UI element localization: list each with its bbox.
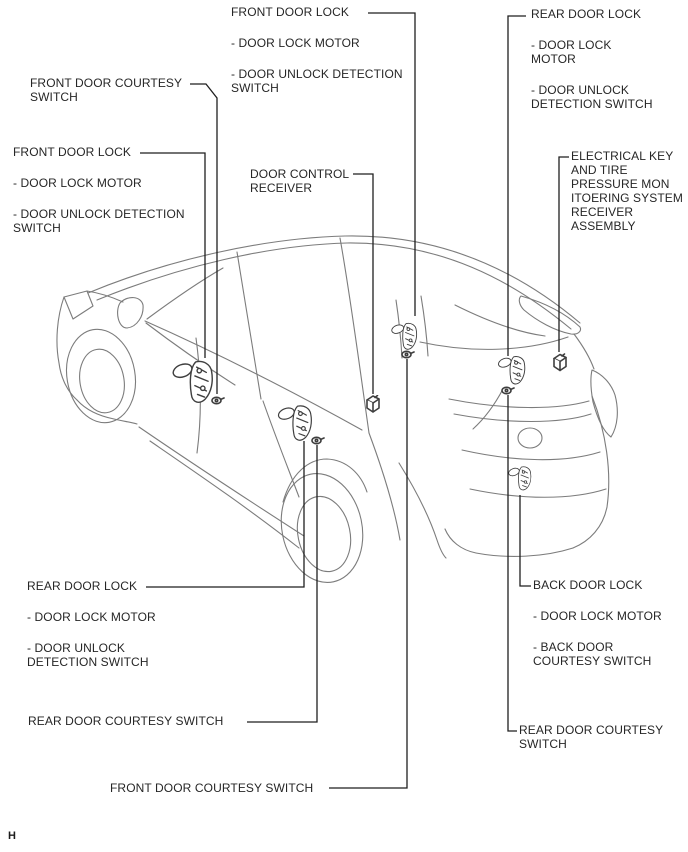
label-rear-door-lock-top	[531, 7, 657, 111]
rear-door-lock-actuator-far	[497, 357, 525, 384]
label-front-door-courtesy-switch-left	[30, 76, 195, 104]
label-item: - DOOR UNLOCK DETECTION SWITCH	[531, 83, 653, 111]
label-item: - DOOR LOCK MOTOR	[231, 36, 360, 50]
label-front-door-lock-left	[13, 145, 203, 235]
label-line: ELECTRICAL KEY	[571, 149, 674, 163]
label-item: - DOOR LOCK MOTOR	[531, 38, 612, 66]
label-item: - DOOR UNLOCK DETECTION SWITCH	[13, 207, 185, 235]
leader-door-control-receiver	[353, 174, 373, 394]
label-title: FRONT DOOR LOCK	[231, 5, 349, 19]
label-electrical-key-receiver	[571, 149, 683, 233]
back-door-lock-actuator	[508, 467, 531, 490]
label-item: - DOOR UNLOCK DETECTION SWITCH	[231, 67, 403, 95]
label-title: REAR DOOR COURTESY SWITCH	[519, 723, 664, 751]
label-title: FRONT DOOR COURTESY SWITCH	[110, 781, 314, 795]
label-title: REAR DOOR LOCK	[27, 579, 138, 593]
rear-door-courtesy-switch-far	[502, 387, 514, 393]
leader-rear-door-courtesy-switch-right	[508, 395, 517, 731]
label-back-door-lock	[533, 578, 665, 668]
label-line: ASSEMBLY	[571, 219, 636, 233]
electrical-key-receiver-unit	[554, 354, 566, 371]
door-control-receiver-unit	[367, 396, 379, 413]
front-door-lock-actuator-far	[391, 323, 417, 349]
label-title: BACK DOOR LOCK	[533, 578, 643, 592]
leader-rear-door-lock-top	[508, 16, 526, 356]
leader-rear-door-courtesy-switch-left	[247, 445, 317, 722]
rear-door-lock-actuator-near	[277, 406, 311, 440]
label-front-door-courtesy-switch-bottom	[110, 781, 313, 795]
label-rear-door-courtesy-switch-right	[519, 723, 677, 751]
label-line: AND TIRE	[571, 163, 628, 177]
label-title: REAR DOOR LOCK	[531, 7, 642, 21]
label-item: - BACK DOOR COURTESY SWITCH	[533, 640, 652, 668]
label-front-door-lock-top	[231, 5, 416, 95]
label-item: - DOOR LOCK MOTOR	[27, 610, 156, 624]
label-item: - DOOR LOCK MOTOR	[13, 176, 142, 190]
label-title: FRONT DOOR LOCK	[13, 145, 131, 159]
label-rear-door-courtesy-switch-left	[28, 714, 223, 728]
label-title: DOOR CONTROL RECEIVER	[250, 167, 349, 195]
leader-back-door-lock	[520, 495, 531, 586]
label-item: - DOOR LOCK MOTOR	[533, 609, 662, 623]
label-rear-door-lock-bottom	[27, 579, 159, 669]
label-line: RECEIVER	[571, 205, 634, 219]
front-door-courtesy-switch-near	[212, 397, 224, 403]
label-line: ITOERING SYSTEM	[571, 191, 683, 205]
label-title: REAR DOOR COURTESY SWITCH	[28, 714, 224, 728]
figure-marker: H	[8, 830, 16, 842]
leader-rear-door-lock-bottom	[146, 441, 304, 587]
rear-door-courtesy-switch-near	[312, 437, 324, 443]
car-body-outline	[57, 236, 617, 590]
label-door-control-receiver	[250, 167, 360, 195]
front-door-courtesy-switch-far	[402, 351, 414, 357]
label-line: PRESSURE MON	[571, 177, 670, 191]
front-door-lock-actuator-near	[171, 361, 212, 402]
label-item: - DOOR UNLOCK DETECTION SWITCH	[27, 641, 149, 669]
label-title: FRONT DOOR COURTESY SWITCH	[30, 76, 182, 104]
